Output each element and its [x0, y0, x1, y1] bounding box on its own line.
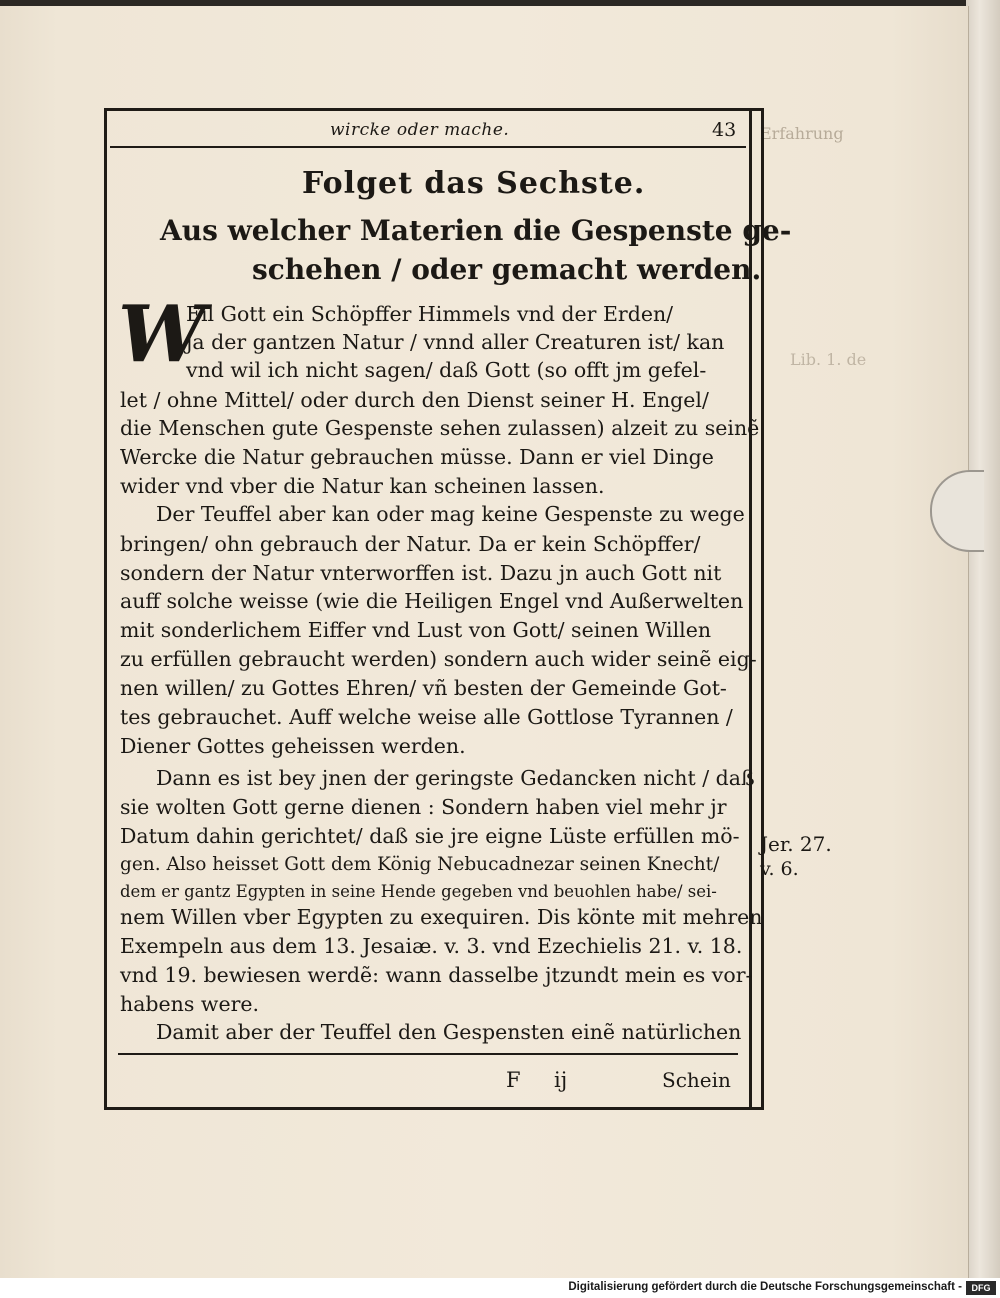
body-line: Dann es ist bey jnen der geringste Gedancken nicht / daß: [156, 766, 755, 790]
page-number: 43: [712, 119, 737, 141]
running-head: wircke oder mache.: [330, 120, 510, 140]
body-line: Damit aber der Teuffel den Gespensten einẽ natürlichen: [156, 1020, 742, 1044]
funding-credit: Digitalisierung gefördert durch die Deutsche Forschungsgemeinschaft -: [568, 1281, 962, 1293]
show-through-text: Erfahrung: [760, 124, 844, 143]
body-line: tes gebrauchet. Auff welche weise alle Gottlose Tyrannen /: [120, 705, 733, 729]
chapter-title-line: Aus welcher Materien die Gespenste ge-: [160, 214, 792, 247]
body-line: let / ohne Mittel/ oder durch den Dienst seiner H. Engel/: [120, 388, 709, 412]
body-line: auff solche weisse (wie die Heiligen Engel vnd Außerwelten: [120, 589, 744, 613]
signature-mark: F: [506, 1068, 521, 1092]
body-line: sie wolten Gott gerne dienen : Sondern haben viel mehr jr: [120, 795, 727, 819]
body-line: nem Willen vber Egypten zu exequiren. Dis könte mit mehren: [120, 905, 763, 929]
footer-rule: [118, 1053, 738, 1055]
body-line: Exempeln aus dem 13. Jesaiæ. v. 3. vnd Ezechielis 21. v. 18.: [120, 934, 743, 958]
body-line: wider vnd vber die Natur kan scheinen lassen.: [120, 474, 605, 498]
body-line: zu erfüllen gebraucht werden) sondern auch wider seinẽ eig-: [120, 647, 757, 671]
body-line: bringen/ ohn gebrauch der Natur. Da er kein Schöpffer/: [120, 532, 701, 556]
body-line: Wercke die Natur gebrauchen müsse. Dann er viel Dinge: [120, 445, 714, 469]
catchword: Schein: [662, 1068, 731, 1092]
show-through-text: Lib. 1. de: [790, 350, 867, 369]
body-line: die Menschen gute Gespenste sehen zulassen) alzeit zu seinẽ: [120, 416, 760, 440]
body-line: gen. Also heisset Gott dem König Nebucadnezar seinen Knecht/: [120, 854, 720, 875]
body-line: nen willen/ zu Gottes Ehren/ vñ besten der Gemeinde Got-: [120, 676, 727, 700]
dfg-logo: DFG: [966, 1281, 996, 1295]
body-line: Eil Gott ein Schöpffer Himmels vnd der Erden/: [186, 302, 674, 326]
chapter-heading: Folget das Sechste.: [302, 166, 646, 201]
body-line: sondern der Natur vnterworffen ist. Dazu jn auch Gott nit: [120, 561, 722, 585]
body-line: Diener Gottes geheissen werden.: [120, 734, 466, 758]
chapter-title-line: schehen / oder gemacht werden.: [252, 253, 762, 286]
marginal-reference: v. 6.: [760, 858, 799, 880]
body-line: habens were.: [120, 992, 260, 1016]
body-line: vnd 19. bewiesen werdẽ: wann dasselbe jtzundt mein es vor-: [120, 963, 753, 987]
signature-leaf: ij: [554, 1068, 568, 1092]
body-line: vnd wil ich nicht sagen/ daß Gott (so offt jm gefel-: [186, 358, 707, 382]
body-line: Datum dahin gerichtet/ daß sie jre eigne Lüste erfüllen mö-: [120, 824, 740, 848]
body-line: mit sonderlichem Eiffer vnd Lust von Gott/ seinen Willen: [120, 618, 712, 642]
body-line: dem er gantz Egypten in seine Hende gegeben vnd beuohlen habe/ sei-: [120, 882, 717, 901]
page-stack-edge: [966, 0, 1000, 1278]
marginal-reference: Jer. 27.: [760, 832, 832, 856]
body-line: ja der gantzen Natur / vnnd aller Creaturen ist/ kan: [186, 330, 725, 354]
body-line: Der Teuffel aber kan oder mag keine Gespenste zu wege: [156, 502, 745, 526]
drop-cap-initial: W: [118, 289, 200, 380]
